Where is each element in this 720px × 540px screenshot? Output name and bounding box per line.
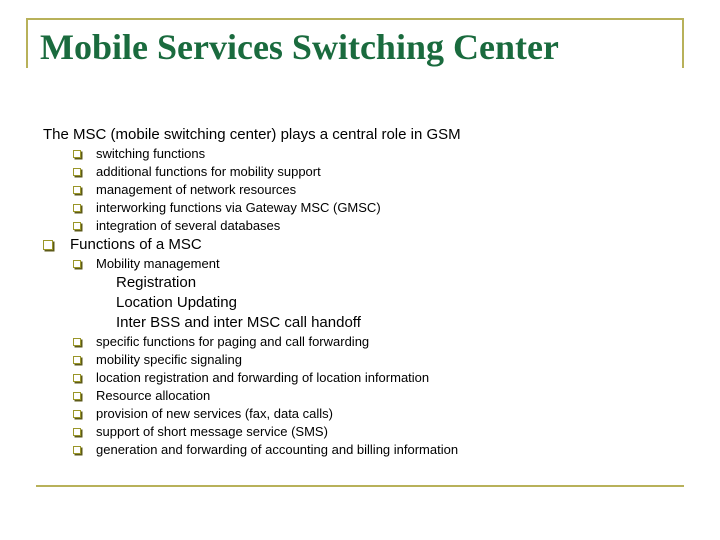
list-item xyxy=(0,351,720,369)
list-item-label: Mobility management xyxy=(96,256,220,271)
square-bullet-icon xyxy=(73,446,81,454)
square-bullet-icon xyxy=(73,222,81,230)
list-item xyxy=(0,369,720,387)
list-item-label: management of network resources xyxy=(96,182,297,197)
sub-list-item: Location Updating xyxy=(116,294,237,311)
left-rule xyxy=(26,18,28,68)
list-item xyxy=(0,387,720,405)
square-bullet-icon xyxy=(43,240,53,250)
list-item xyxy=(0,163,720,181)
square-bullet-icon xyxy=(73,356,81,364)
intro-text: The MSC (mobile switching center) plays a central role in GSM xyxy=(43,126,461,143)
list-item-label: generation and forwarding of accounting and billing information xyxy=(96,442,459,457)
slide-title: Mobile Services Switching Center xyxy=(40,27,559,67)
list-item xyxy=(0,441,720,459)
square-bullet-icon xyxy=(73,204,81,212)
list-item xyxy=(0,145,720,163)
square-bullet-icon xyxy=(73,428,81,436)
functions-heading-label: Functions of a MSC xyxy=(70,236,202,253)
bottom-rule xyxy=(36,485,684,487)
list-item-label: integration of several databases xyxy=(96,218,281,233)
square-bullet-icon xyxy=(73,392,81,400)
top-rule xyxy=(26,18,684,20)
list-item-label: Resource allocation xyxy=(96,388,211,403)
list-item xyxy=(0,333,720,351)
list-item-label: mobility specific signaling xyxy=(96,352,242,367)
list-item-label: switching functions xyxy=(96,146,206,161)
square-bullet-icon xyxy=(73,260,81,268)
square-bullet-icon xyxy=(73,150,81,158)
list-item xyxy=(0,255,720,273)
list-item-label: interworking functions via Gateway MSC (GMSC) xyxy=(96,200,381,215)
square-bullet-icon xyxy=(73,338,81,346)
square-bullet-icon xyxy=(73,168,81,176)
list-item xyxy=(0,181,720,199)
list-item xyxy=(0,199,720,217)
right-rule xyxy=(682,18,684,68)
list-item xyxy=(0,405,720,423)
list-item-label: location registration and forwarding of location information xyxy=(96,370,430,385)
list-item-label: support of short message service (SMS) xyxy=(96,424,328,439)
list-item-label: additional functions for mobility support xyxy=(96,164,321,179)
square-bullet-icon xyxy=(73,374,81,382)
square-bullet-icon xyxy=(73,186,81,194)
functions-heading xyxy=(0,235,720,255)
list-item xyxy=(0,217,720,235)
square-bullet-icon xyxy=(73,410,81,418)
list-item-label: provision of new services (fax, data calls) xyxy=(96,406,333,421)
list-item xyxy=(0,423,720,441)
sub-list-item: Registration xyxy=(116,274,197,291)
slide-body xyxy=(0,126,720,459)
sub-list-item: Inter BSS and inter MSC call handoff xyxy=(116,314,361,331)
list-item-label: specific functions for paging and call forwarding xyxy=(96,334,370,349)
